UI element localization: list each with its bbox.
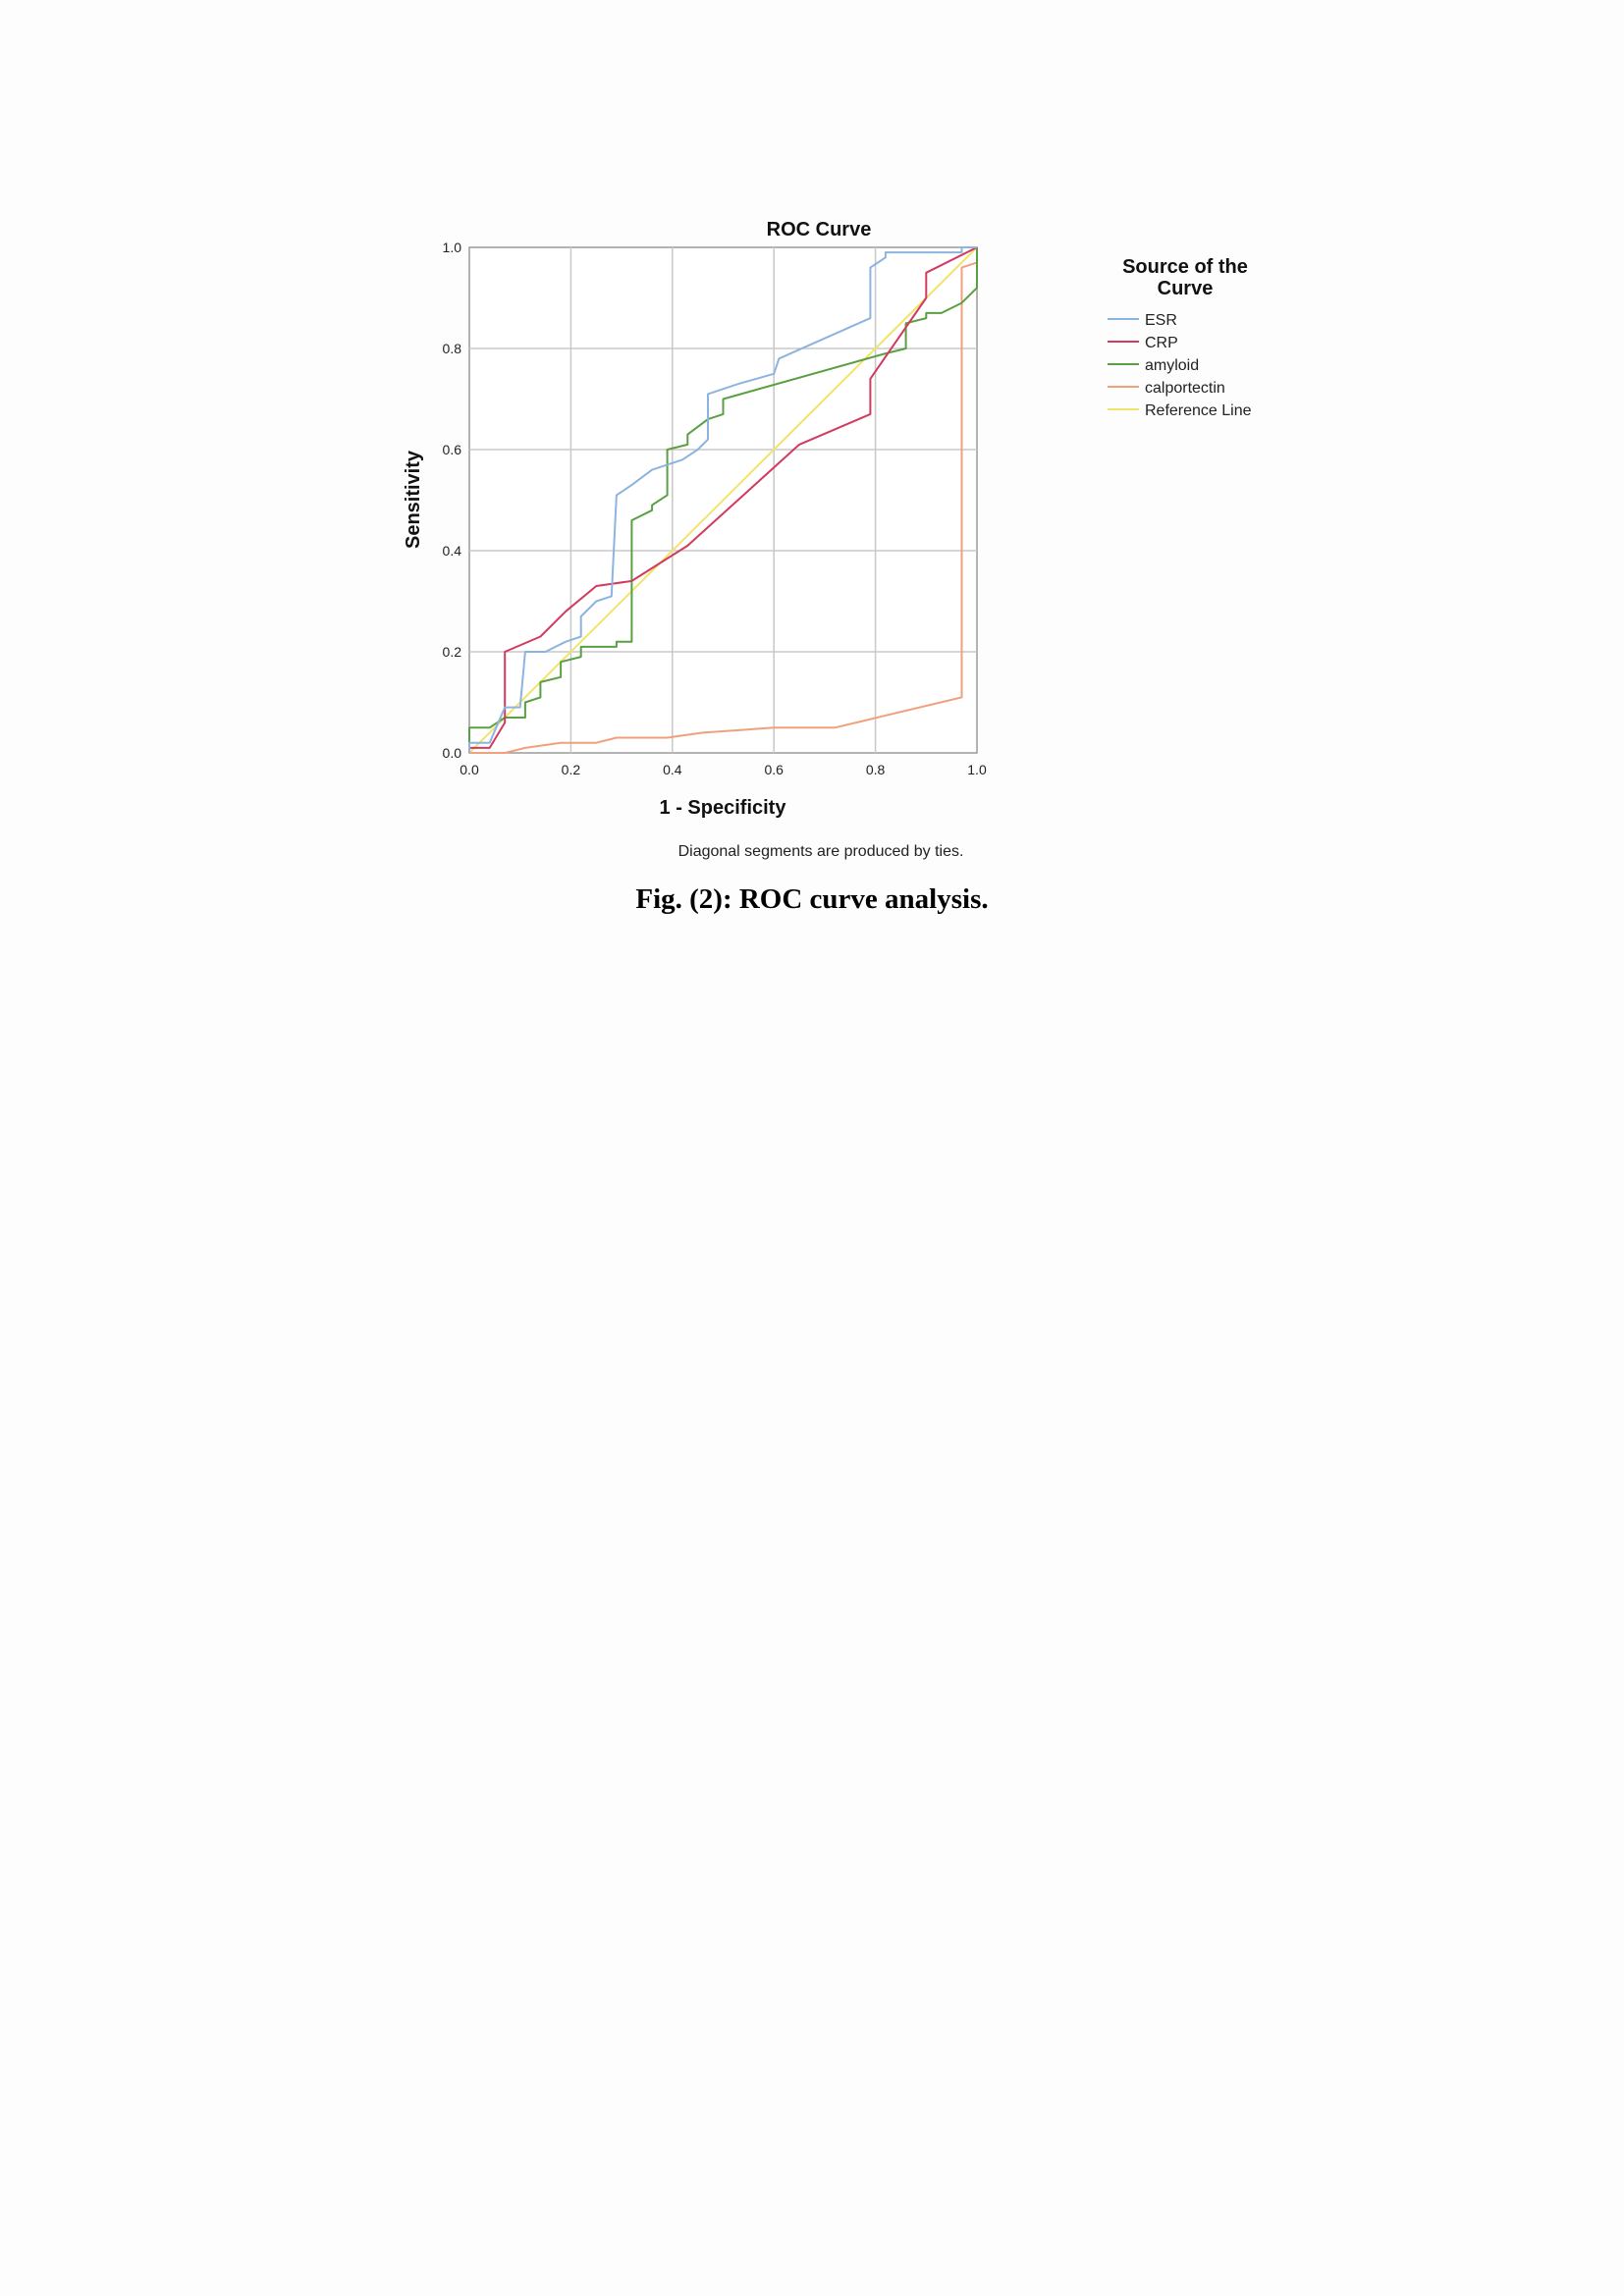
x-tick-label: 0.6 xyxy=(764,762,784,777)
legend-items xyxy=(1108,312,1252,419)
legend-label-reference-line: Reference Line xyxy=(1145,402,1252,419)
x-tick-label: 1.0 xyxy=(967,762,987,777)
chart-title: ROC Curve xyxy=(766,219,872,240)
x-tick-label: 0.2 xyxy=(561,762,581,777)
y-tick-label: 1.0 xyxy=(442,240,461,255)
chart-footnote: Diagonal segments are produced by ties. xyxy=(677,843,964,860)
figure-caption: Fig. (2): ROC curve analysis. xyxy=(635,883,989,915)
y-axis-title: Sensitivity xyxy=(403,450,424,550)
y-tick-label: 0.6 xyxy=(442,442,461,457)
y-tick-label: 0.0 xyxy=(442,745,461,761)
legend-label-amyloid: amyloid xyxy=(1145,357,1200,374)
legend xyxy=(1108,256,1252,419)
legend-title-line-2: Curve xyxy=(1157,278,1214,299)
y-tick-label: 0.2 xyxy=(442,644,461,660)
x-tick-label: 0.4 xyxy=(663,762,682,777)
x-tick-label: 0.8 xyxy=(865,762,886,777)
legend-label-crp: CRP xyxy=(1145,335,1178,351)
legend-title-line-1: Source of the xyxy=(1122,256,1248,278)
y-tick-label: 0.8 xyxy=(442,341,461,356)
x-tick-label: 0.0 xyxy=(460,762,479,777)
legend-label-esr: ESR xyxy=(1145,312,1177,329)
legend-label-calportectin: calportectin xyxy=(1145,380,1225,397)
x-axis-title: 1 - Specificity xyxy=(659,797,786,819)
y-tick-label: 0.4 xyxy=(442,543,461,559)
